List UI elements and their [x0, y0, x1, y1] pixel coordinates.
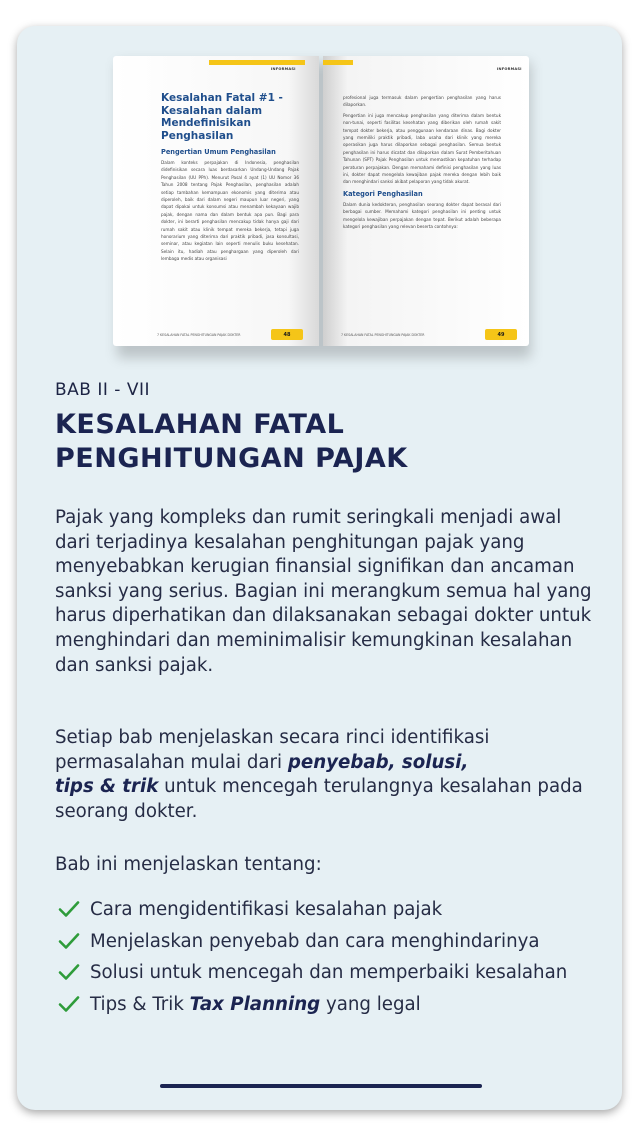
page-title-line: Penghasilan [161, 129, 234, 142]
book-mockup [113, 56, 533, 356]
checklist-item [57, 989, 577, 1021]
book-page-right [323, 56, 529, 346]
heading-line: KESALAHAN FATAL [55, 409, 345, 440]
check-icon [58, 963, 80, 981]
book-page-left [113, 56, 319, 346]
paragraph-text: untuk mencegah terulangnya kesalahan pada seorang dokter. [55, 776, 583, 822]
checklist-item-text: Menjelaskan penyebab dan cara menghindarinya [90, 930, 540, 952]
page-subtitle: Kategori Penghasilan [343, 189, 423, 198]
page-number: 49 [485, 329, 517, 340]
checklist-item-text: Solusi untuk mencegah dan memperbaiki kesalahan [90, 962, 568, 983]
paragraph-text: Setiap bab menjelaskan secara rinci identifikasi permasalahan mulai dari [55, 727, 490, 773]
page-header: INFORMASI [271, 67, 296, 71]
checklist [57, 894, 577, 1020]
page-body: Pengertian ini juga mencakup penghasilan yang diterima dalam bentuk non-tunai, seperti fasilitas kesehatan yang diberikan oleh rumah sakit tempat dokter bekerja, atau penggunaan kendaraan dinas. Bagi dokter yang memiliki praktik pribadi, laba usaha dari klinik yang mereka operasikan juga harus dilaporkan sebagai penghasilan. Semua bentuk penghasilan ini harus dicatat dan dilaporkan dalam Surat Pemberitahuan Tahunan (SPT) Pajak Penghasilan untuk memastikan kepatuhan terhadap peraturan perpajakan. Dengan memahami definisi penghasilan yang luas ini, dokter dapat mengelola kewajiban pajak mereka dengan lebih baik dan menghindari sanksi akibat pelaporan yang tidak akurat. [343, 112, 501, 185]
check-icon [58, 900, 80, 918]
page-number: 48 [271, 329, 303, 340]
page-body: Dalam dunia kedokteran, penghasilan seorang dokter dapat berasal dari berbagai sumber. Memahami kategori penghasilan ini penting untuk mengelola kewajiban perpajakan dengan tepat. Berikut adalah beberapa kategori penghasilan yang relevan beserta contohnya: [343, 201, 501, 230]
intro-text: Bab ini menjelaskan tentang: [55, 854, 322, 875]
page-title-line: Mendefinisikan [161, 117, 251, 129]
page-header: INFORMASI [497, 67, 522, 71]
page-footer-text: 7 KESALAHAN FATAL PENGHITUNGAN PAJAK DOKTER [157, 332, 241, 337]
content-card [17, 26, 622, 1110]
page-title-line: Kesalahan dalam [161, 104, 263, 117]
decorative-underline [160, 1084, 482, 1088]
section-heading [55, 408, 575, 476]
checklist-item [57, 926, 577, 958]
page-content [161, 92, 299, 263]
chapter-label: BAB II - VII [55, 380, 150, 400]
page-footer [157, 329, 303, 340]
page-footer [341, 329, 517, 340]
checklist-item [57, 894, 577, 926]
page-top-accent [209, 60, 305, 65]
checklist-item [57, 957, 577, 989]
checklist-item-text: Tips & Trik [90, 993, 190, 1015]
checklist-item-text: Cara mengidentifikasi kesalahan pajak [90, 899, 443, 920]
checklist-item-emphasis: Tax Planning [189, 993, 321, 1015]
page-chapter-title [161, 92, 299, 142]
description-paragraph: Pajak yang kompleks dan rumit seringkali menjadi awal dari terjadinya kesalahan penghitungan pajak yang menyebabkan kerugian finansial signifikan dan ancaman sanksi yang serius. Bagian ini merangkum semua hal yang harus diperhatikan dan dilaksanakan sebagai dokter untuk menghindari dan meminimalisir kemungkinan kesalahan dan sanksi pajak. [55, 507, 592, 676]
check-icon [58, 932, 80, 950]
detail-paragraph [55, 726, 595, 824]
paragraph-emphasis: penyebab, solusi, [287, 751, 469, 773]
paragraph-emphasis: tips & trik [55, 776, 159, 798]
page-body: profesional juga termasuk dalam pengertian penghasilan yang harus dilaporkan. [343, 95, 501, 108]
page-title-line: Kesalahan Fatal #1 - [161, 92, 283, 104]
page-footer-text: 7 KESALAHAN FATAL PENGHITUNGAN PAJAK DOKTER [341, 332, 425, 337]
page-body: Dalam konteks perpajakan di Indonesia, penghasilan didefinisikan secara luas berdasarkan Undang-Undang Pajak Penghasilan (UU PPh). Menurut Pasal 4 ayat (1) UU Nomor 36 Tahun 2008 tentang Pajak Penghasilan, penghasilan adalah setiap tambahan kemampuan ekonomis yang diterima atau diperoleh, baik dari dalam negeri maupun luar negeri, yang dapat dipakai untuk konsumsi atau menambah kekayaan wajib pajak, dengan nama dan dalam bentuk apa pun. Bagi para dokter, ini berarti penghasilan mencakup tidak hanya gaji dari rumah sakit atau klinik tempat mereka bekerja, tetapi juga honorarium yang diterima dari praktik pribadi, jasa konsultasi, seminar, atau kegiatan lain seperti menulis buku kesehatan. Selain itu, hadiah atau penghargaan yang diperoleh dari lembaga medis atau organisasi [161, 160, 299, 262]
check-icon [58, 995, 80, 1013]
heading-line: PENGHITUNGAN PAJAK [55, 443, 408, 474]
page-content [343, 94, 501, 231]
page-subtitle: Pengertian Umum Penghasilan [161, 148, 276, 156]
checklist-item-text: yang legal [320, 993, 421, 1015]
page-top-accent [323, 60, 353, 65]
